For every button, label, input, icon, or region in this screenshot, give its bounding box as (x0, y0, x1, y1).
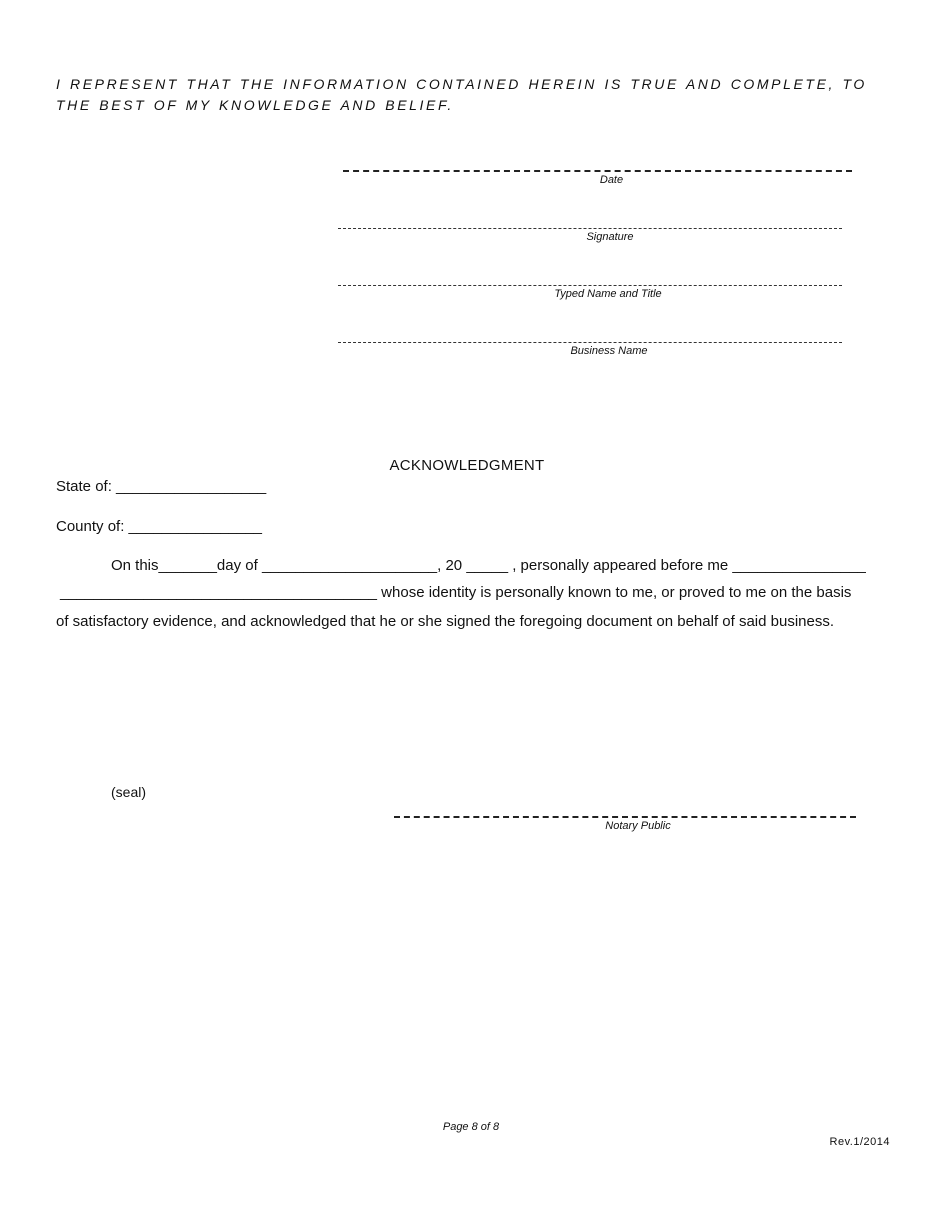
signature-line[interactable] (338, 228, 842, 229)
date-label: Date (599, 174, 624, 186)
business-name-line[interactable] (338, 342, 842, 343)
notary-public-label: Notary Public (605, 820, 671, 832)
acknowledgment-heading: ACKNOWLEDGMENT (389, 457, 545, 474)
typed-name-line[interactable] (338, 285, 842, 286)
page-number: Page 8 of 8 (442, 1121, 500, 1133)
acknowledgment-paragraph-line-3: of satisfactory evidence, and acknowledged that he or she signed the foregoing document on behalf of said business. (56, 613, 835, 630)
seal-placeholder: (seal) (111, 784, 147, 800)
revision-label: Rev.1/2014 (829, 1136, 890, 1148)
typed-name-label: Typed Name and Title (554, 288, 662, 300)
county-field[interactable]: County of: ________________ (56, 518, 263, 535)
signature-label: Signature (586, 231, 634, 243)
acknowledgment-paragraph-line-2: ______________________________________ whose identity is personally known to me, or proved to me on the basis (60, 584, 852, 601)
declaration-statement: I REPRESENT THAT THE INFORMATION CONTAINED HEREIN IS TRUE AND COMPLETE, TO THE BEST OF MY KNOWLEDGE AND BELIEF. (56, 76, 867, 113)
business-name-label: Business Name (570, 345, 648, 357)
state-field[interactable]: State of: __________________ (56, 478, 267, 495)
acknowledgment-paragraph-line-1: On this_______day of _____________________, 20 _____ , personally appeared before me ________________ (111, 557, 866, 574)
notary-signature-line[interactable] (394, 816, 856, 818)
date-line[interactable] (343, 170, 852, 172)
